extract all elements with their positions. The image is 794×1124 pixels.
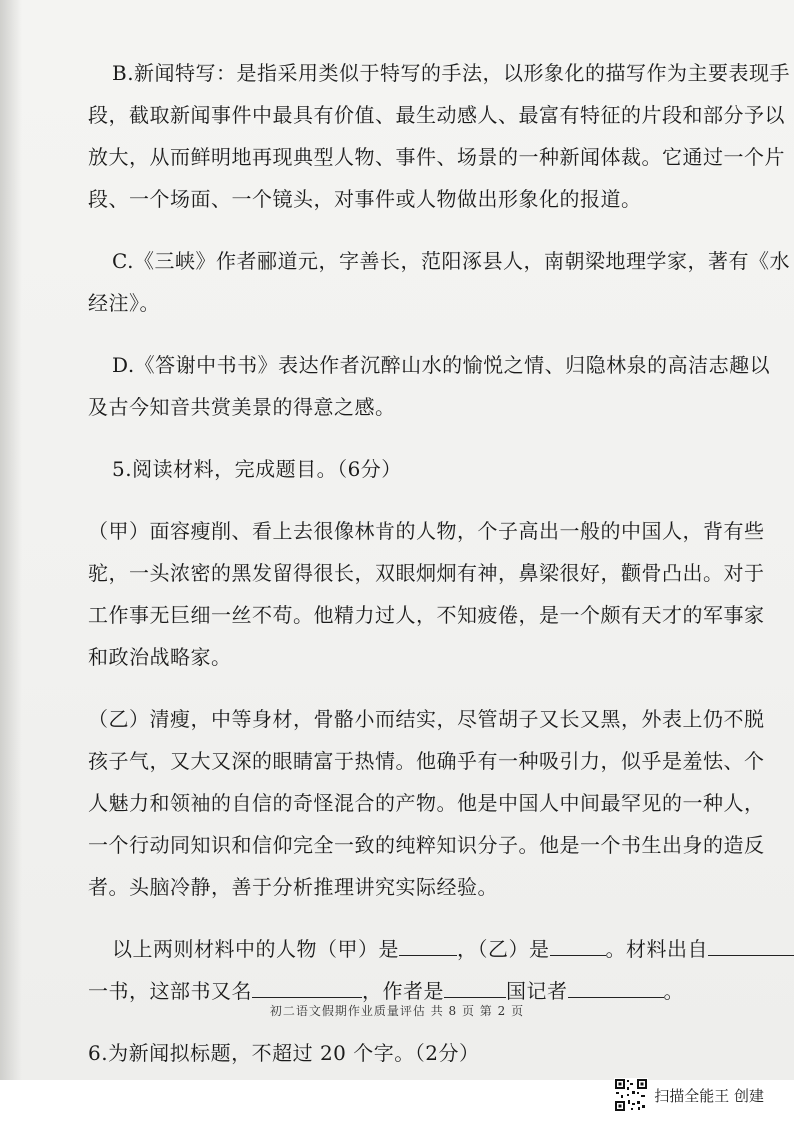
answer-blank-person-b[interactable] bbox=[550, 935, 606, 956]
fill-text-3: 。材料出自 bbox=[605, 937, 708, 961]
question-5-title: 5.阅读材料，完成题目。（6分） bbox=[112, 457, 402, 481]
option-d-line-2: 及古今知音共赏美景的得意之感。 bbox=[88, 395, 396, 419]
material-b-line-2: 孩子气，又大又深的眼睛富于热情。他确乎有一种吸引力，似乎是羞怯、个 bbox=[88, 749, 765, 773]
option-d-line-1: D.《答谢中书书》表达作者沉醉山水的愉悦之情、归隐林泉的高洁志趣以 bbox=[112, 353, 771, 377]
answer-blank-nationality[interactable] bbox=[444, 977, 506, 998]
option-b-line-1: B.新闻特写：是指采用类似于特写的手法，以形象化的描写作为主要表现手 bbox=[112, 61, 791, 85]
fill-text-1: 以上两则材料中的人物（甲）是 bbox=[112, 937, 399, 961]
fill-text-6: 国记者 bbox=[506, 979, 568, 1003]
material-b-line-5: 者。头脑冷静，善于分析推理讲究实际经验。 bbox=[88, 875, 498, 899]
option-c-line-1: C.《三峡》作者郦道元，字善长，范阳涿县人，南朝梁地理学家，著有《水 bbox=[112, 249, 790, 273]
fill-text-2: ，（乙）是 bbox=[457, 937, 550, 961]
page-footer: 初二语文假期作业质量评估 共 8 页 第 2 页 bbox=[269, 1004, 525, 1018]
material-a-line-2: 驼，一头浓密的黑发留得很长，双眼炯炯有神，鼻梁很好，颧骨凸出。对于 bbox=[88, 561, 765, 585]
option-b-line-2: 段，截取新闻事件中最具有价值、最生动感人、最富有特征的片段和部分予以 bbox=[88, 103, 785, 127]
material-b-line-3: 人魅力和领袖的自信的奇怪混合的产物。他是中国人中间最罕见的一种人， bbox=[88, 791, 765, 815]
material-a-line-3: 工作事无巨细一丝不苟。他精力过人，不知疲倦，是一个颇有天才的军事家 bbox=[88, 603, 765, 627]
fill-text-7: 。 bbox=[663, 979, 684, 1003]
qr-code-icon bbox=[614, 1078, 648, 1112]
material-a-line-4: 和政治战略家。 bbox=[88, 645, 232, 669]
fill-text-4: 一书，这部书又名 bbox=[88, 979, 252, 1003]
answer-blank-author[interactable] bbox=[568, 977, 664, 998]
answer-blank-book[interactable] bbox=[708, 935, 794, 956]
question-6-title: 6.为新闻拟标题，不超过 20 个字。（2分） bbox=[88, 1041, 480, 1065]
page-content bbox=[88, 52, 791, 1074]
scanner-watermark bbox=[614, 1078, 764, 1112]
material-b-line-1: （乙）清瘦，中等身材，骨骼小而结实，尽管胡子又长又黑，外表上仍不脱 bbox=[88, 707, 765, 731]
option-b-line-4: 段、一个场面、一个镜头，对事件或人物做出形象化的报道。 bbox=[88, 187, 642, 211]
watermark-text: 扫描全能王 创建 bbox=[654, 1086, 764, 1105]
option-b-line-3: 放大，从而鲜明地再现典型人物、事件、场景的一种新闻体裁。它通过一个片 bbox=[88, 145, 785, 169]
fill-text-5: ，作者是 bbox=[362, 979, 444, 1003]
material-a-line-1: （甲）面容瘦削、看上去很像林肯的人物，个子高出一般的中国人，背有些 bbox=[88, 519, 765, 543]
answer-blank-alt-name[interactable] bbox=[252, 977, 362, 998]
option-c-line-2: 经注》。 bbox=[88, 291, 160, 315]
material-b-line-4: 一个行动同知识和信仰完全一致的纯粹知识分子。他是一个书生出身的造反 bbox=[88, 833, 765, 857]
page-edge-shadow bbox=[0, 0, 22, 1080]
question-5-fill-line-1 bbox=[88, 928, 728, 970]
answer-blank-person-a[interactable] bbox=[399, 935, 457, 956]
